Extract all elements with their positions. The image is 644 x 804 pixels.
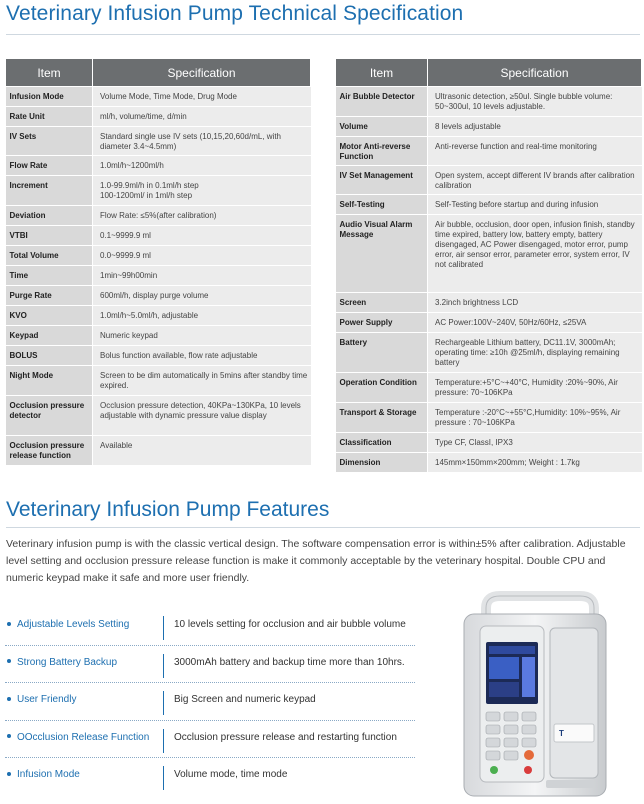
spec-value: Anti-reverse function and real-time monitoring (428, 137, 642, 166)
spec-value: 600ml/h, display purge volume (93, 286, 311, 306)
features-intro: Veterinary infusion pump is with the classic vertical design. The software compensation error is within±5% after calibration. Adjustable level setting and occlusion pressure release function is make it commonly acceptable by the veterinary hospital. Double CPU and numeric keypad make it safe and more user friendly. (6, 538, 626, 584)
spec-value: Volume Mode, Time Mode, Drug Mode (93, 87, 311, 107)
spec-item: Flow Rate (6, 156, 93, 176)
feature-name: Adjustable Levels Setting (17, 619, 130, 630)
spec-value: ml/h, volume/time, d/min (93, 107, 311, 127)
spec-item: KVO (6, 306, 93, 326)
feature-row (5, 758, 415, 796)
spec-value: Screen to be dim automatically in 5mins after standby time expired. (93, 366, 311, 396)
spec-item: Deviation (6, 206, 93, 226)
spec-item: Rate Unit (6, 107, 93, 127)
spec-value: Self-Testing before startup and during infusion (428, 195, 642, 215)
spec-item: Air Bubble Detector (336, 87, 428, 117)
bullet-icon (7, 734, 11, 738)
feature-row (5, 646, 415, 684)
spec-table-right (335, 58, 642, 473)
spec-value: 8 levels adjustable (428, 117, 642, 137)
spec-item: Transport & Storage (336, 403, 428, 433)
spec-section-title: Veterinary Infusion Pump Technical Specification (6, 2, 464, 25)
spec-item: Purge Rate (6, 286, 93, 306)
feature-row (5, 683, 415, 721)
spec-value: 0.1~9999.9 ml (93, 226, 311, 246)
svg-text:T: T (559, 729, 564, 738)
spec-item: Operation Condition (336, 373, 428, 403)
spec-item: Classification (336, 433, 428, 453)
title-divider (6, 34, 640, 35)
feature-description: Occlusion pressure release and restarting function (174, 731, 397, 743)
column-header-specification: Specification (93, 59, 311, 87)
spec-item: Battery (336, 333, 428, 373)
feature-description: Big Screen and numeric keypad (174, 694, 316, 705)
spec-value: Ultrasonic detection, ≥50ul. Single bubble volume: 50~300ul, 10 levels adjustable. (428, 87, 642, 117)
feature-name: OOcclusion Release Function (17, 731, 150, 743)
spec-value: AC Power:100V~240V, 50Hz/60Hz, ≤25VA (428, 313, 642, 333)
feature-description: 3000mAh battery and backup time more than 10hrs. (174, 656, 405, 668)
spec-value: 0.0~9999.9 ml (93, 246, 311, 266)
bullet-icon (7, 622, 11, 626)
column-header-item: Item (336, 59, 428, 87)
feature-description: Volume mode, time mode (174, 769, 288, 780)
spec-value: Temperature:+5°C~+40°C, Humidity :20%~90%, Air pressure: 70~106KPa (428, 373, 642, 403)
feature-row (5, 721, 415, 759)
features-section-title: Veterinary Infusion Pump Features (6, 498, 330, 521)
spec-item: IV Set Management (336, 166, 428, 195)
spec-item: Occlusion pressure detector (6, 396, 93, 436)
column-header-item: Item (6, 59, 93, 87)
spec-value: 1.0-99.9ml/h in 0.1ml/h step 100-1200ml/ in 1ml/h step (93, 176, 311, 206)
spec-item: Dimension (336, 453, 428, 473)
feature-list (5, 608, 415, 796)
spec-table-left (5, 58, 311, 466)
spec-item: Night Mode (6, 366, 93, 396)
spec-item: Power Supply (336, 313, 428, 333)
spec-value: Open system, accept different IV brands after calibration calibration (428, 166, 642, 195)
spec-item: Self-Testing (336, 195, 428, 215)
spec-value: Temperature :-20°C~+55°C,Humidity: 10%~95%, Air pressure : 70~106KPa (428, 403, 642, 433)
spec-item: BOLUS (6, 346, 93, 366)
bullet-icon (7, 772, 11, 776)
spec-value: Occlusion pressure detection, 40KPa~130KPa, 10 levels adjustable with dynamic pressure value display (93, 396, 311, 436)
spec-item: Infusion Mode (6, 87, 93, 107)
spec-value: Rechargeable Lithium battery, DC11.1V, 3000mAh; operating time: ≥10h @25ml/h, displaying remaining battery (428, 333, 642, 373)
spec-item: Occlusion pressure release function (6, 436, 93, 466)
spec-value: 1min~99h00min (93, 266, 311, 286)
spec-value: 145mm×150mm×200mm; Weight : 1.7kg (428, 453, 642, 473)
spec-item: VTBI (6, 226, 93, 246)
spec-item: Total Volume (6, 246, 93, 266)
spec-item: Keypad (6, 326, 93, 346)
spec-item: Time (6, 266, 93, 286)
feature-name: Strong Battery Backup (17, 656, 118, 668)
feature-divider (163, 691, 164, 715)
feature-divider (163, 766, 164, 790)
spec-item: Increment (6, 176, 93, 206)
spec-item: Motor Anti-reverse Function (336, 137, 428, 166)
spec-item: IV Sets (6, 127, 93, 156)
spec-value: Air bubble, occlusion, door open, infusion finish, standby time expired, battery low, battery empty, battery disengaged, AC Power disengaged, motor error, pump error, air sensor error, parameter error, system error, IV not calibrated (428, 215, 642, 293)
infusion-pump-image (456, 590, 616, 802)
spec-value: Standard single use IV sets (10,15,20,60d/mL, with diameter 3.4~4.5mm) (93, 127, 311, 156)
title-divider (6, 527, 640, 528)
spec-item: Screen (336, 293, 428, 313)
bullet-icon (7, 659, 11, 663)
spec-value: Flow Rate: ≤5%(after calibration) (93, 206, 311, 226)
bullet-icon (7, 697, 11, 701)
feature-description: 10 levels setting for occlusion and air bubble volume (174, 619, 406, 630)
feature-divider (163, 654, 164, 678)
spec-value: Bolus function available, flow rate adjustable (93, 346, 311, 366)
column-header-specification: Specification (428, 59, 642, 87)
spec-value: 1.0ml/h~1200ml/h (93, 156, 311, 176)
feature-divider (163, 729, 164, 753)
spec-value: Numeric keypad (93, 326, 311, 346)
feature-divider (163, 616, 164, 640)
spec-value: Type CF, ClassI, IPX3 (428, 433, 642, 453)
feature-row (5, 608, 415, 646)
spec-value: 3.2inch brightness LCD (428, 293, 642, 313)
feature-name: Infusion Mode (17, 769, 80, 780)
spec-item: Volume (336, 117, 428, 137)
feature-name: User Friendly (17, 694, 77, 705)
spec-item: Audio Visual Alarm Message (336, 215, 428, 293)
spec-value: Available (93, 436, 311, 466)
spec-value: 1.0ml/h~5.0ml/h, adjustable (93, 306, 311, 326)
